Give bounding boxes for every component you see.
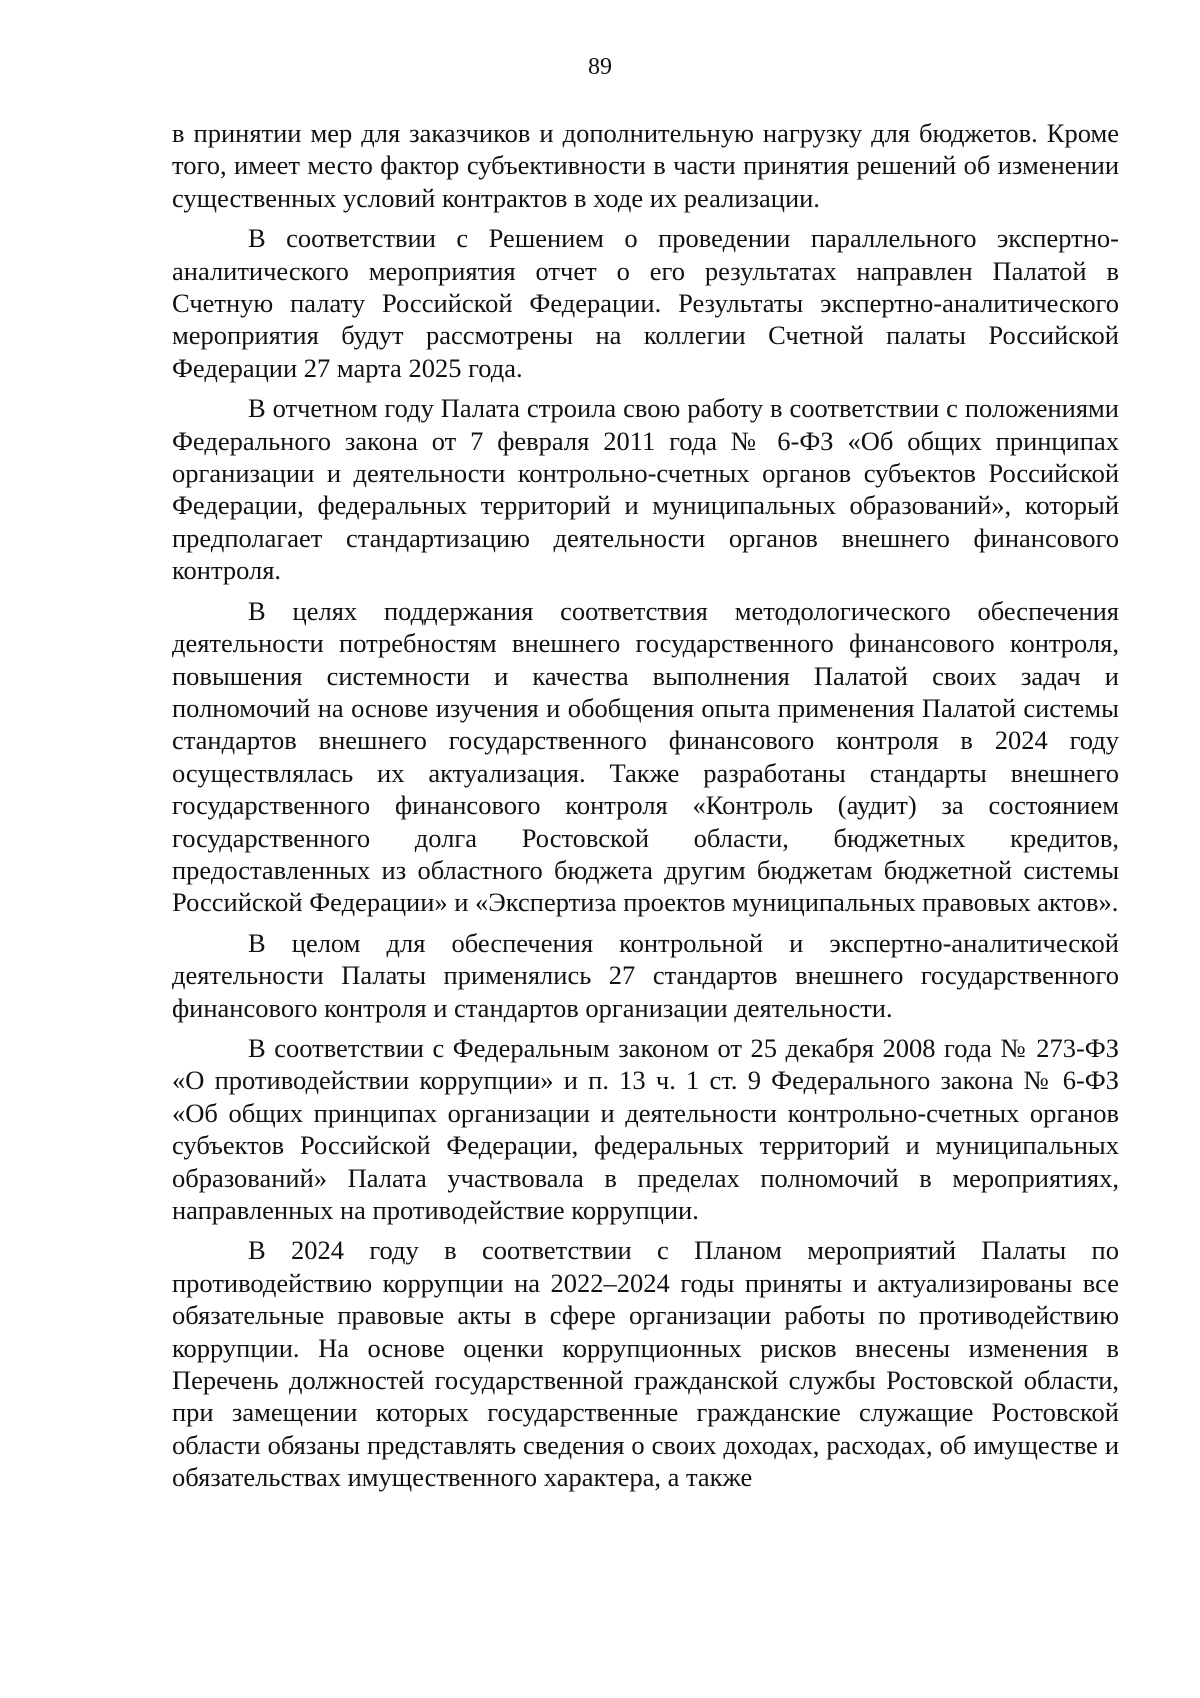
document-body: [172, 117, 1119, 1502]
paragraph-continuation: в принятии мер для заказчиков и дополнительную нагрузку для бюджетов. Кроме того, имеет место фактор субъективности в части принятия решений об изменении существенных условий контрактов в ходе их реализации.: [172, 118, 1119, 213]
paragraph-methodology-standards: В целях поддержания соответствия методологического обеспечения деятельности потребностям внешнего государственного финансового контроля, повышения системности и качества выполнения Палатой своих задач и полномочий на основе изучения и обобщения опыта применения Палатой системы стандартов внешнего государственного финансового контроля в 2024 году осуществлялась их актуализация. Также разработаны стандарты внешнего государственного финансового контроля «Контроль (аудит) за состоянием государственного долга Ростовской области, бюджетных кредитов, предоставленных из областного бюджета другим бюджетам бюджетной системы Российской Федерации» и «Экспертиза проектов муниципальных правовых актов».: [172, 595, 1119, 918]
paragraph-anti-corruption-plan: В 2024 году в соответствии с Планом мероприятий Палаты по противодействию коррупции на 2022–2024 годы приняты и актуализированы все обязательные правовые акты в сфере организации работы по противодействию коррупции. На основе оценки коррупционных рисков внесены изменения в Перечень должностей государственной гражданской службы Ростовской области, при замещении которых государственные гражданские служащие Ростовской области обязаны представлять сведения о своих доходах, расходах, об имуществе и обязательствах имущественного характера, а также: [172, 1235, 1119, 1493]
paragraph-federal-law-standards: В отчетном году Палата строила свою работу в соответствии с положениями Федерального закона от 7 февраля 2011 года № 6-ФЗ «Об общих принципах организации и деятельности контрольно-счетных органов субъектов Российской Федерации, федеральных территорий и муниципальных образований», который предполагает стандартизацию деятельности органов внешнего финансового контроля.: [172, 393, 1119, 586]
paragraph-standards-count: В целом для обеспечения контрольной и экспертно-аналитической деятельности Палаты применялись 27 стандартов внешнего государственного финансового контроля и стандартов организации деятельности.: [172, 927, 1119, 1023]
paragraph-parallel-audit-report: В соответствии с Решением о проведении параллельного экспертно-аналитического мероприятия отчет о его результатах направлен Палатой в Счетную палату Российской Федерации. Результаты экспертно-аналитического мероприятия будут рассмотрены на коллегии Счетной палаты Российской Федерации 27 марта 2025 года.: [172, 223, 1119, 383]
page-number: 89: [588, 54, 612, 80]
paragraph-anti-corruption-law: В соответствии с Федеральным законом от 25 декабря 2008 года № 273-ФЗ «О противодействии коррупции» и п. 13 ч. 1 ст. 9 Федерального закона № 6-ФЗ «Об общих принципах организации и деятельности контрольно-счетных органов субъектов Российской Федерации, федеральных территорий и муниципальных образований» Палата участвовала в пределах полномочий в мероприятиях, направленных на противодействие коррупции.: [172, 1032, 1119, 1225]
